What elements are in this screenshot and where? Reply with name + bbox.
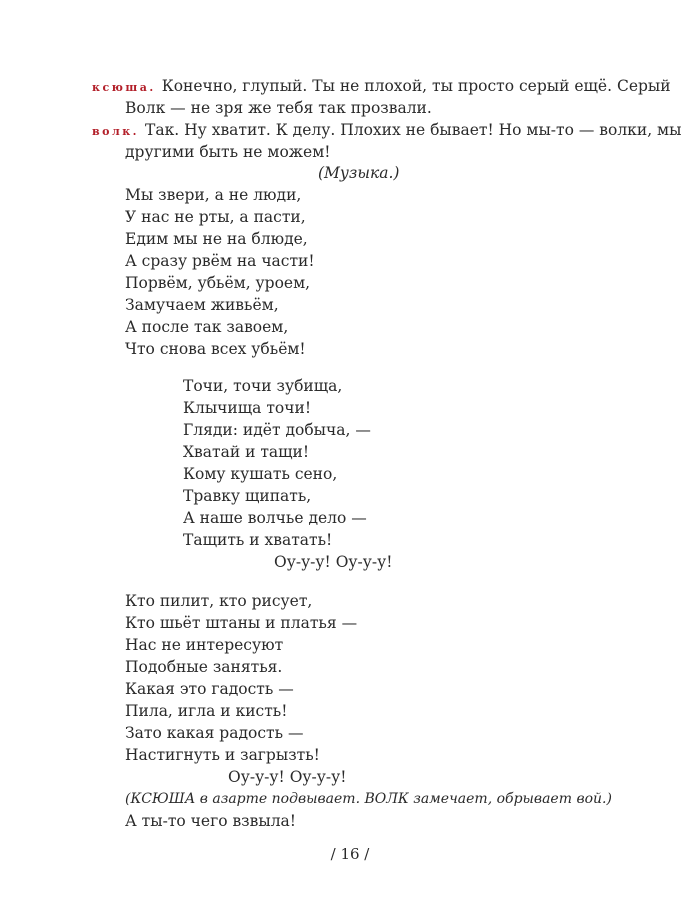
refrain-line: Хватай и тащи!	[183, 443, 310, 461]
dialogue-text: Так. Ну хватит. К делу. Плохих не бывает! Но мы-то — волки, мы	[145, 121, 682, 139]
speaker-name: волк.	[92, 125, 140, 138]
verse-line: Подобные занятья.	[125, 658, 283, 676]
howl-line: Оу-у-у! Оу-у-у!	[228, 768, 347, 786]
refrain-line: А наше волчье дело —	[183, 509, 367, 527]
verse-line: Кто шьёт штаны и платья —	[125, 614, 358, 632]
verse-line: Порвём, убьём, уроем,	[125, 274, 311, 292]
verse-line: А сразу рвём на части!	[125, 252, 315, 270]
dialogue-line	[92, 120, 681, 142]
dialogue-text: А ты-то чего взвыла!	[125, 812, 297, 830]
refrain-line: Точи, точи зубища,	[183, 377, 343, 395]
verse-line: У нас не рты, а пасти,	[125, 208, 306, 226]
dialogue-line	[92, 76, 671, 98]
verse-line: Едим мы не на блюде,	[125, 230, 308, 248]
refrain-line: Тащить и хватать!	[183, 531, 333, 549]
howl-line: Оу-у-у! Оу-у-у!	[274, 553, 393, 571]
page-number: / 16 /	[330, 845, 370, 863]
verse-line: Настигнуть и загрызть!	[125, 746, 320, 764]
speaker-name: ксюша.	[92, 81, 156, 94]
refrain-line: Травку щипать,	[183, 487, 312, 505]
dialogue-text: Волк — не зря же тебя так прозвали.	[125, 99, 432, 117]
refrain-line: Гляди: идёт добыча, —	[183, 421, 371, 439]
refrain-line: Клычища точи!	[183, 399, 312, 417]
verse-line: Замучаем живьём,	[125, 296, 279, 314]
verse-line: Кто пилит, кто рисует,	[125, 592, 313, 610]
verse-line: Пила, игла и кисть!	[125, 702, 288, 720]
verse-line: Нас не интересуют	[125, 636, 284, 654]
verse-line: Зато какая радость —	[125, 724, 304, 742]
refrain-line: Кому кушать сено,	[183, 465, 338, 483]
stage-direction: (Музыка.)	[318, 164, 400, 182]
verse-line: Что снова всех убьём!	[125, 340, 306, 358]
verse-line: Мы звери, а не люди,	[125, 186, 302, 204]
dialogue-text: другими быть не можем!	[125, 143, 331, 161]
stage-direction: (КСЮША в азарте подвывает. ВОЛК замечает, обрывает вой.)	[125, 791, 612, 807]
verse-line: А после так завоем,	[125, 318, 289, 336]
dialogue-text: Конечно, глупый. Ты не плохой, ты просто серый ещё. Серый	[161, 77, 671, 95]
verse-line: Какая это гадость —	[125, 680, 294, 698]
